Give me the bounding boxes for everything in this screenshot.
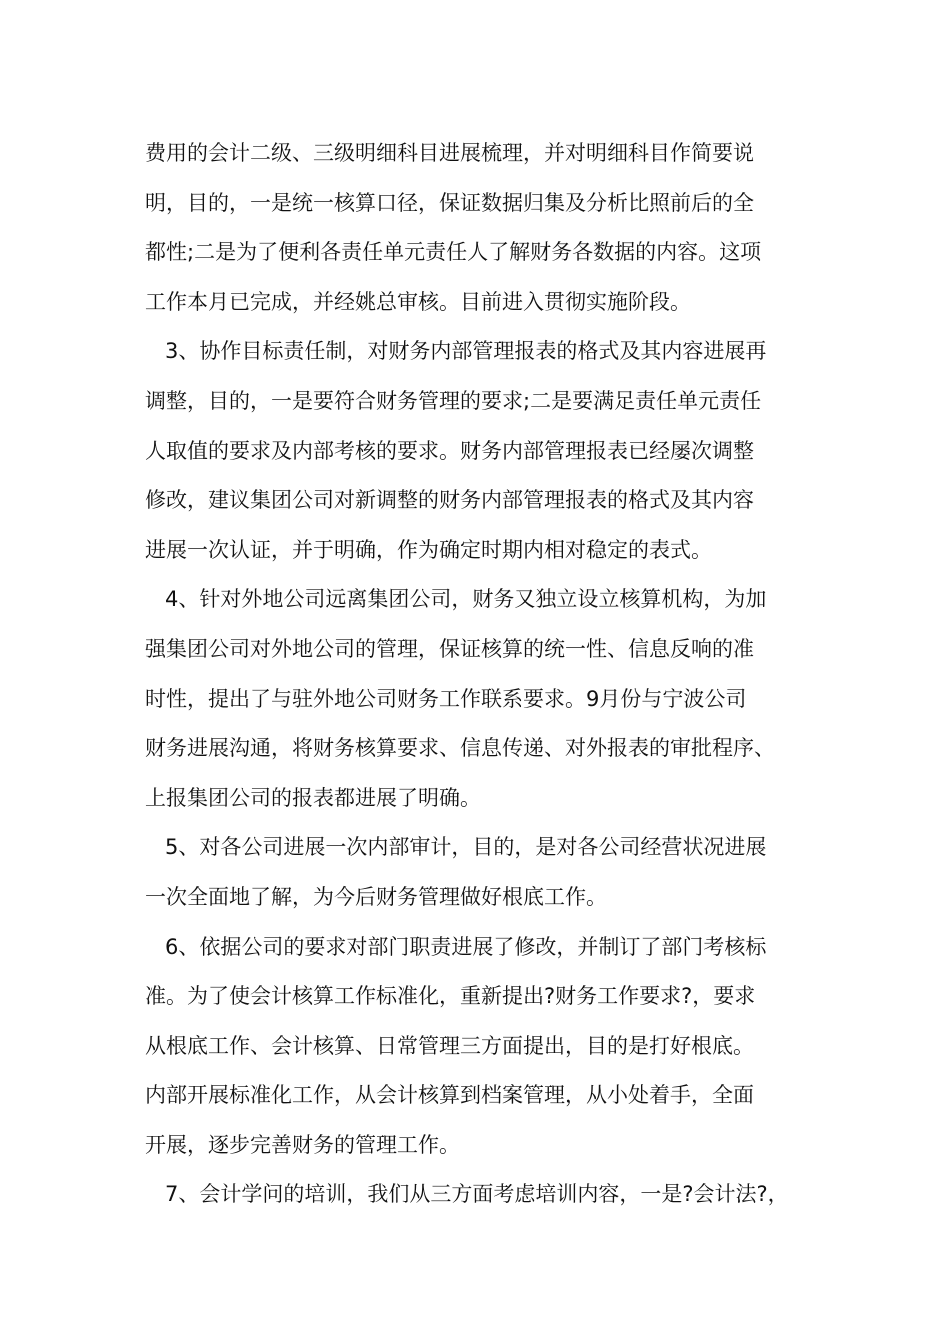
text-line: 从根底工作、会计核算、日常管理三方面提出，目的是打好根底。 <box>145 1033 754 1058</box>
text-line: 强集团公司对外地公司的管理，保证核算的统一性、信息反响的准 <box>145 636 754 661</box>
text-line: 4、针对外地公司远离集团公司，财务又独立设立核算机构，为加 <box>165 587 767 612</box>
document-body <box>145 129 813 1220</box>
text-line: 5、对各公司进展一次内部审计，目的，是对各公司经营状况进展 <box>165 835 767 860</box>
paragraph-item-6 <box>145 923 813 1171</box>
text-line: 内部开展标准化工作，从会计核算到档案管理，从小处着手，全面 <box>145 1083 754 1108</box>
text-line: 都性;二是为了便利各责任单元责任人了解财务各数据的内容。这项 <box>145 240 762 265</box>
paragraph-continuation <box>145 129 813 327</box>
text-line: 修改，建议集团公司对新调整的财务内部管理报表的格式及其内容 <box>145 488 754 513</box>
paragraph-item-3 <box>145 327 813 575</box>
text-line: 一次全面地了解，为今后财务管理做好根底工作。 <box>145 884 607 909</box>
paragraph-item-7 <box>145 1170 813 1220</box>
text-line: 明，目的，一是统一核算口径，保证数据归集及分析比照前后的全 <box>145 190 754 215</box>
text-line: 3、协作目标责任制，对财务内部管理报表的格式及其内容进展再 <box>165 339 767 364</box>
text-line: 上报集团公司的报表都进展了明确。 <box>145 785 481 810</box>
text-line: 准。为了使会计核算工作标准化，重新提出?财务工作要求?，要求 <box>145 984 756 1009</box>
text-line: 工作本月已完成，并经姚总审核。目前进入贯彻实施阶段。 <box>145 289 691 314</box>
text-line: 开展，逐步完善财务的管理工作。 <box>145 1132 460 1157</box>
text-line: 财务进展沟通，将财务核算要求、信息传递、对外报表的审批程序、 <box>145 736 775 761</box>
text-line: 费用的会计二级、三级明细科目进展梳理，并对明细科目作简要说 <box>145 141 754 165</box>
paragraph-item-4 <box>145 575 813 823</box>
text-line: 调整，目的，一是要符合财务管理的要求;二是要满足责任单元责任 <box>145 388 762 413</box>
text-line: 进展一次认证，并于明确，作为确定时期内相对稳定的表式。 <box>145 537 712 562</box>
text-line: 7、会计学问的培训，我们从三方面考虑培训内容，一是?会计法?， <box>165 1182 789 1207</box>
text-line: 人取值的要求及内部考核的要求。财务内部管理报表已经屡次调整 <box>145 438 754 463</box>
paragraph-item-5 <box>145 823 813 922</box>
text-line: 6、依据公司的要求对部门职责进展了修改，并制订了部门考核标 <box>165 934 767 959</box>
text-line: 时性，提出了与驻外地公司财务工作联系要求。9月份与宁波公司 <box>145 686 747 711</box>
